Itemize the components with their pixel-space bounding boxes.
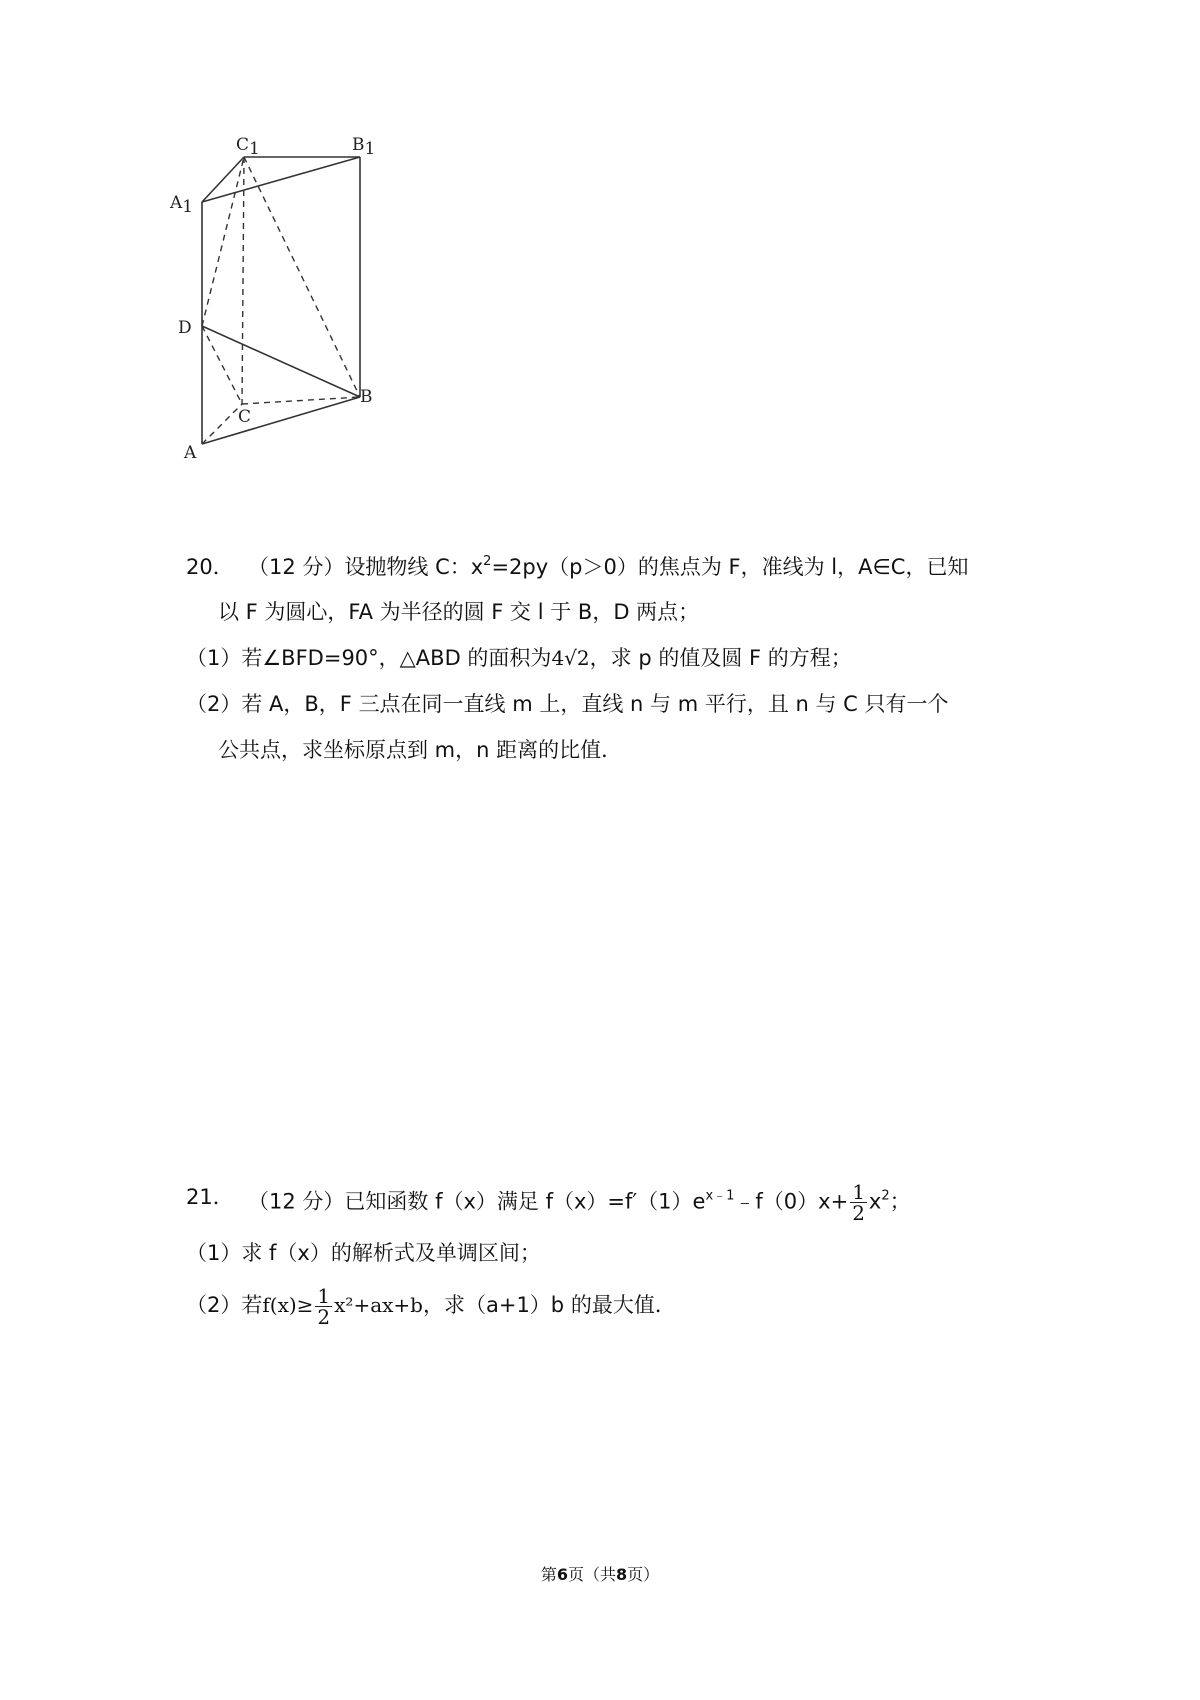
q21-part1: （1）求 f（x）的解析式及单调区间； <box>186 1241 541 1265</box>
inequality-math: f(x)≥ $\frac{1}{2}$ x²+ax+b <box>262 1284 423 1329</box>
label-b: B <box>360 387 373 407</box>
q20-stem-line2: 以 F 为圆心，FA 为半径的圆 F 交 l 于 B，D 两点； <box>218 600 700 624</box>
one-half-fraction-2: $\frac{1}{2}$ <box>317 1284 331 1329</box>
page-footer: 第6页（共8页） <box>540 1565 660 1584</box>
edge-a1-b1 <box>202 157 360 202</box>
current-page: 6 <box>556 1565 568 1584</box>
prism-figure <box>170 135 440 500</box>
label-c: C <box>238 407 252 427</box>
q20-stem-text: （12 分）设抛物线 C：$x^2=2py(p>0)$的焦点为 F，准线为 l，A∈C，已知 <box>248 554 969 579</box>
edge-c1-c <box>242 157 244 404</box>
label-c1: C1 <box>236 135 260 159</box>
label-a1: A1 <box>170 193 194 217</box>
edge-d-c1 <box>202 157 244 326</box>
edge-d-c <box>202 326 242 404</box>
edge-d-b <box>202 326 360 397</box>
label-d: D <box>178 318 192 338</box>
q20-part2-line2: 公共点，求坐标原点到 m，n 距离的比值． <box>218 738 623 762</box>
total-pages: 8 <box>616 1565 628 1584</box>
q20-number: 20． <box>186 555 234 579</box>
q21-part2: （2）若f(x)≥ $\frac{1}{2}$ x²+ax+b，求（a+1）b 的最大值． <box>186 1284 676 1329</box>
label-b1: B1 <box>352 135 376 159</box>
area-value-math: 4√2 <box>551 646 590 670</box>
q21-stem-text: （12 分）已知函数 f（x）满足 $f(x)=f'(1)e^{x﹣1}﹣f(0)x+$ $\frac{1}{2}$ $x^2$； <box>248 1180 911 1225</box>
one-half-fraction: $\frac{1}{2}$ <box>852 1180 865 1225</box>
label-a: A <box>184 443 197 463</box>
q20-part1: （1）若∠BFD=90°，△ABD 的面积为4√2，求 p 的值及圆 F 的方程； <box>186 646 852 670</box>
q21-number: 21． <box>186 1185 234 1209</box>
edge-c1-b <box>244 157 360 397</box>
q20-part2-line1: （2）若 A，B，F 三点在同一直线 m 上，直线 n 与 m 平行，且 n 与 C 只有一个 <box>186 692 949 716</box>
